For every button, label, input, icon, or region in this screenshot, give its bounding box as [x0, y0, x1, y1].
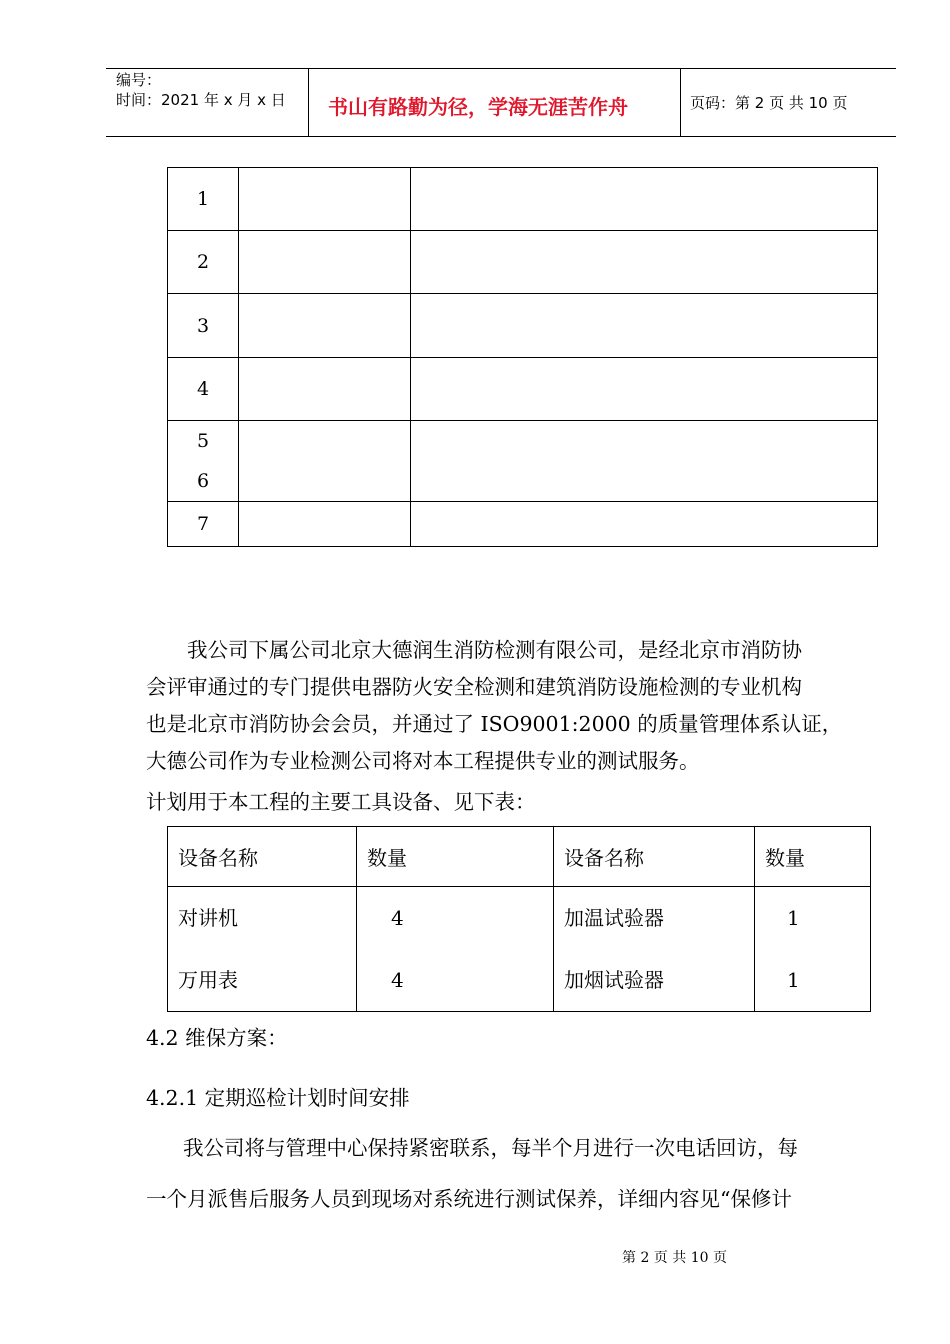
table-cell	[411, 421, 878, 502]
equipment-name: 加烟试验器	[564, 968, 664, 992]
table-row	[168, 231, 878, 294]
row-number: 4	[168, 358, 239, 421]
table-cell	[239, 421, 411, 502]
row-number: 3	[168, 294, 239, 358]
row-number: 5	[196, 430, 210, 452]
table-row	[168, 421, 878, 502]
table-cell	[239, 358, 411, 421]
column-header: 设备名称	[554, 827, 755, 887]
table-cell	[411, 168, 878, 231]
equipment-quantity: 1	[787, 906, 800, 930]
table-cell	[411, 502, 878, 547]
table-row	[168, 887, 871, 1012]
equipment-name: 万用表	[178, 968, 238, 992]
numbered-table	[167, 167, 878, 547]
table-cell	[755, 887, 871, 1012]
row-number: 6	[196, 470, 210, 492]
table-row	[168, 294, 878, 358]
section-heading: 4.2 维保方案：	[146, 1026, 288, 1050]
paragraph-line: 也是北京市消防协会会员，并通过了 ISO9001:2000 的质量管理体系认证，	[146, 712, 843, 736]
table-row	[168, 168, 878, 231]
table-cell	[554, 887, 755, 1012]
paragraph-line: 会评审通过的专门提供电器防火安全检测和建筑消防设施检测的专业机构	[146, 675, 802, 699]
page-footer: 第 2 页 共 10 页	[622, 1250, 727, 1266]
header-motto: 书山有路勤为径，学海无涯苦作舟	[328, 95, 628, 119]
document-number-label: 编号：	[116, 71, 162, 89]
equipment-name: 加温试验器	[564, 906, 664, 930]
column-header: 设备名称	[168, 827, 357, 887]
equipment-quantity: 1	[787, 968, 800, 992]
document-time-label: 时间：2021 年 x 月 x 日	[116, 91, 286, 109]
table-cell	[411, 358, 878, 421]
table-cell	[239, 294, 411, 358]
column-header: 数量	[755, 827, 871, 887]
table-intro: 计划用于本工程的主要工具设备、见下表：	[146, 790, 536, 814]
header-divider-left	[308, 68, 309, 136]
paragraph-line: 一个月派售后服务人员到现场对系统进行测试保养，详细内容见“保修计	[146, 1187, 792, 1211]
header-page-number: 页码：第 2 页 共 10 页	[690, 94, 848, 112]
column-header: 数量	[357, 827, 554, 887]
header-divider-right	[680, 68, 681, 136]
equipment-quantity: 4	[391, 968, 404, 992]
table-row	[168, 502, 878, 547]
row-number-double	[168, 421, 239, 502]
row-number: 2	[168, 231, 239, 294]
paragraph-line: 我公司下属公司北京大德润生消防检测有限公司，是经北京市消防协	[187, 638, 802, 662]
table-row	[168, 358, 878, 421]
table-cell	[239, 168, 411, 231]
table-cell	[357, 887, 554, 1012]
table-cell	[411, 231, 878, 294]
table-cell	[239, 231, 411, 294]
paragraph-line: 我公司将与管理中心保持紧密联系，每半个月进行一次电话回访，每	[183, 1136, 798, 1160]
equipment-quantity: 4	[391, 906, 404, 930]
table-cell	[168, 887, 357, 1012]
section-heading: 4.2.1 定期巡检计划时间安排	[146, 1086, 410, 1110]
row-number: 1	[168, 168, 239, 231]
table-header-row	[168, 827, 871, 887]
header-top-rule	[106, 68, 896, 69]
header-bottom-rule	[106, 136, 896, 137]
row-number: 7	[168, 502, 239, 547]
equipment-name: 对讲机	[178, 906, 238, 930]
table-cell	[239, 502, 411, 547]
table-cell	[411, 294, 878, 358]
equipment-table	[167, 826, 871, 1012]
paragraph-line: 大德公司作为专业检测公司将对本工程提供专业的测试服务。	[146, 749, 700, 773]
